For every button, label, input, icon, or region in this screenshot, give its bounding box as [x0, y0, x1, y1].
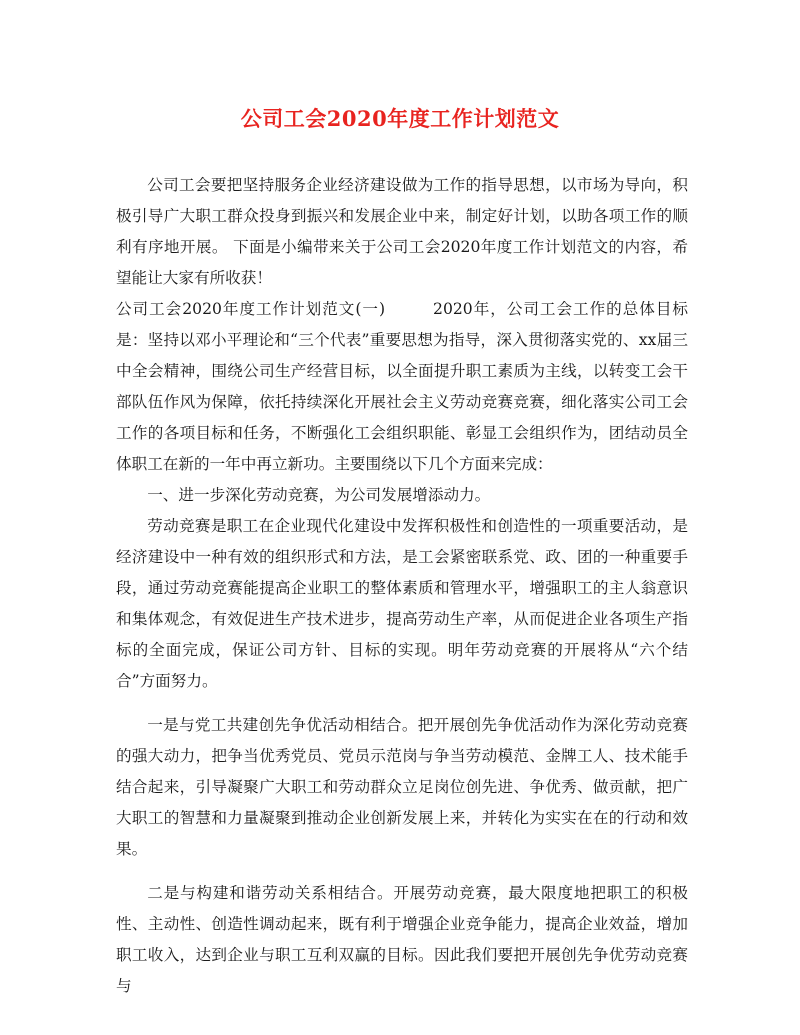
point-1-heading: 一、进一步深化劳动竞赛，为公司发展增添动力。: [147, 486, 491, 504]
section-lead: 2020年，公司工会工作的总体目标是：坚持以邓小平理论和“三个代表”重要思想为指导，深入贯彻落实党的、xx届三中全会精神，围绕公司生产经营目标，以全面提升职工素质为主线，以转变工会干部队伍作风为保障，依托持续深化开展社会主义劳动竞赛竞赛，细化落实公司工会工作的各项目标和任务，不断强化工会组织职能、彰显工会组织作为，团结动员全体职工在新的一年中再立新功。主要围绕以下几个方面来完成：: [116, 300, 688, 473]
section-paragraph: [116, 294, 688, 480]
section-heading: 公司工会2020年度工作计划范文(一): [116, 300, 386, 318]
document-body: [116, 170, 688, 1002]
intro-paragraph: 公司工会要把坚持服务企业经济建设做为工作的指导思想，以市场为导向，积极引导广大职工群众投身到振兴和发展企业中来，制定好计划，以助各项工作的顺利有序地开展。 下面是小编带来关于公司工会2020年度工作计划范文的内容，希望能让大家有所收获！: [116, 176, 688, 287]
document-title: 公司工会2020年度工作计划范文: [240, 106, 560, 131]
combo-2-paragraph: 二是与构建和谐劳动关系相结合。开展劳动竞赛，最大限度地把职工的积极性、主动性、创造性调动起来，既有利于增强企业竞争能力，提高企业效益，增加职工收入，达到企业与职工互利双赢的目标。因此我们要把开展创先争优劳动竞赛与: [116, 884, 688, 995]
combo-1-paragraph: 一是与党工共建创先争优活动相结合。把开展创先争优活动作为深化劳动竞赛的强大动力，把争当优秀党员、党员示范岗与争当劳动模范、金牌工人、技术能手结合起来，引导凝聚广大职工和劳动群众立足岗位创先进、争优秀、做贡献，把广大职工的智慧和力量凝聚到推动企业创新发展上来，并转化为实实在在的行动和效果。: [116, 716, 688, 858]
point-1-body: 劳动竞赛是职工在企业现代化建设中发挥积极性和创造性的一项重要活动，是经济建设中一种有效的组织形式和方法，是工会紧密联系党、政、团的一种重要手段，通过劳动竞赛能提高企业职工的整体素质和管理水平，增强职工的主人翁意识和集体观念，有效促进生产技术进步，提高劳动生产率，从而促进企业各项生产指标的全面完成，保证公司方针、目标的实现。明年劳动竞赛的开展将从“六个结合”方面努力。: [116, 517, 688, 690]
